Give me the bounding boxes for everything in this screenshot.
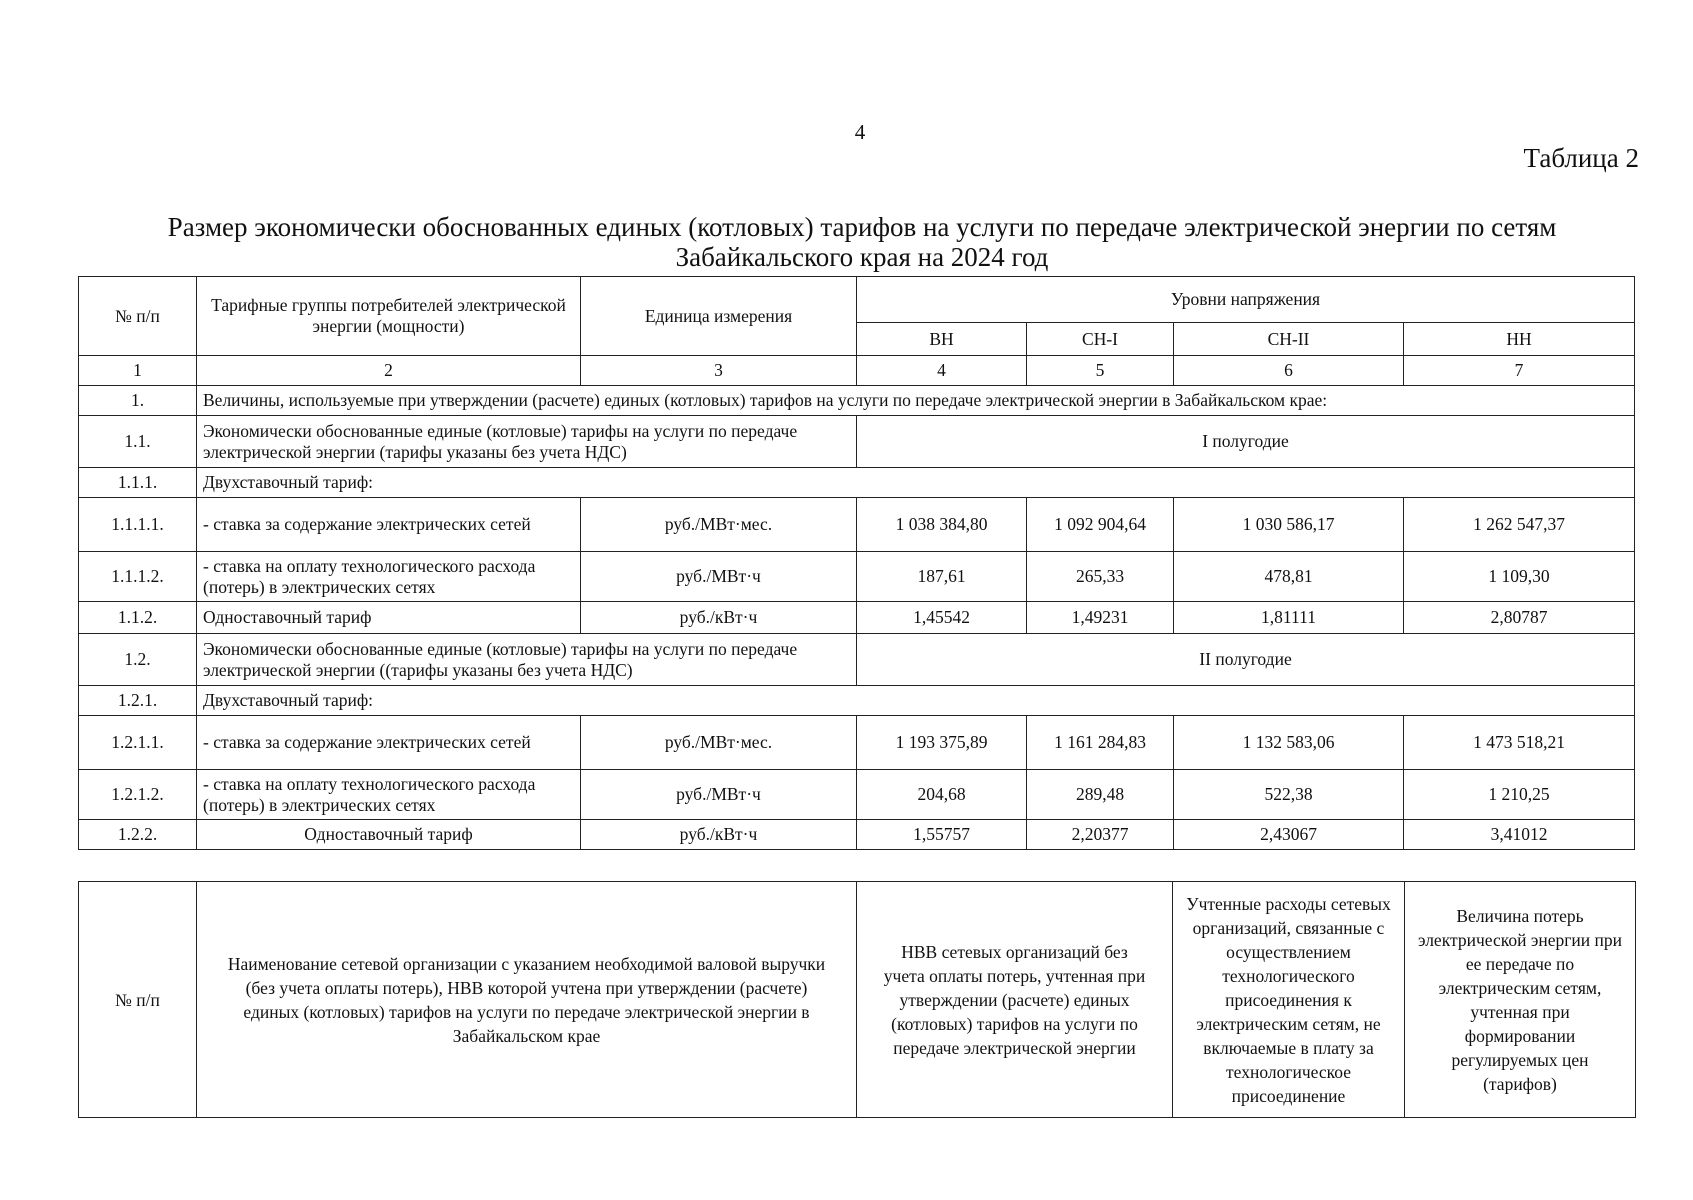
row-section-text: Двухставочный тариф: <box>197 686 1635 716</box>
document-title: Размер экономически обоснованных единых (котловых) тарифов на услуги по передаче электрической энергии по сетям Забайкальского края на 2024 год <box>167 212 1557 272</box>
cell-sn2: 1 030 586,17 <box>1174 498 1404 552</box>
cell-nn: 1 210,25 <box>1404 770 1635 820</box>
cell-nn: 2,80787 <box>1404 602 1635 634</box>
cell-sn1: 265,33 <box>1027 552 1174 602</box>
cell-sn2: 478,81 <box>1174 552 1404 602</box>
cell-sn2: 1 132 583,06 <box>1174 716 1404 770</box>
row-period: I полугодие <box>857 416 1635 468</box>
table-row <box>79 634 1635 686</box>
cell-vn: 1 038 384,80 <box>857 498 1027 552</box>
header-groups: Тарифные группы потребителей электрической энергии (мощности) <box>197 277 581 356</box>
row-num: 1.2. <box>79 634 197 686</box>
header-losses: Величина потерь электрической энергии при ее передаче по электрическим сетям, учтенная при формировании регулируемых цен (тарифов) <box>1405 882 1636 1118</box>
cell-sn1: 1 092 904,64 <box>1027 498 1174 552</box>
row-name: - ставка за содержание электрических сетей <box>197 716 581 770</box>
row-name: - ставка на оплату технологического расхода (потерь) в электрических сетях <box>197 770 581 820</box>
row-num: 1.1.1. <box>79 468 197 498</box>
cell-sn2: 522,38 <box>1174 770 1404 820</box>
header-num: № п/п <box>79 882 197 1118</box>
row-num: 1.2.1.2. <box>79 770 197 820</box>
table-row <box>79 468 1635 498</box>
row-unit: руб./МВт·ч <box>581 552 857 602</box>
column-numbers-row <box>79 356 1635 386</box>
table-label: Таблица 2 <box>1523 143 1639 173</box>
row-section-text: Двухставочный тариф: <box>197 468 1635 498</box>
table-row <box>79 820 1635 850</box>
header-vn: ВН <box>857 323 1027 356</box>
header-nvv: НВВ сетевых организаций без учета оплаты потерь, учтенная при утверждении (расчете) единых (котловых) тарифов на услуги по передаче электрической энергии <box>857 882 1173 1118</box>
page-number: 4 <box>854 120 866 144</box>
row-num: 1.2.1.1. <box>79 716 197 770</box>
row-unit: руб./МВт·мес. <box>581 716 857 770</box>
col-number: 2 <box>197 356 581 386</box>
row-unit: руб./МВт·мес. <box>581 498 857 552</box>
cell-nn: 1 109,30 <box>1404 552 1635 602</box>
row-unit: руб./кВт·ч <box>581 820 857 850</box>
table-row <box>79 498 1635 552</box>
row-num: 1.2.1. <box>79 686 197 716</box>
tariff-table <box>78 276 1635 850</box>
header-row <box>79 882 1636 1118</box>
cell-vn: 1,55757 <box>857 820 1027 850</box>
cell-sn2: 1,81111 <box>1174 602 1404 634</box>
table-row <box>79 686 1635 716</box>
row-unit: руб./кВт·ч <box>581 602 857 634</box>
header-organization-name: Наименование сетевой организации с указанием необходимой валовой выручки (без учета оплаты потерь), НВВ которой учтена при утверждении (расчете) единых (котловых) тарифов на услуги по передаче электрической энергии в Забайкальском крае <box>197 882 857 1118</box>
header-row <box>79 277 1635 323</box>
col-number: 4 <box>857 356 1027 386</box>
cell-nn: 1 473 518,21 <box>1404 716 1635 770</box>
row-name: Экономически обоснованные единые (котловые) тарифы на услуги по передаче электрической энергии ((тарифы указаны без учета НДС) <box>197 634 857 686</box>
table-row <box>79 386 1635 416</box>
header-num: № п/п <box>79 277 197 356</box>
cell-nn: 1 262 547,37 <box>1404 498 1635 552</box>
col-number: 7 <box>1404 356 1635 386</box>
row-num: 1. <box>79 386 197 416</box>
header-sn2: СН-II <box>1174 323 1404 356</box>
row-section-text: Величины, используемые при утверждении (расчете) единых (котловых) тарифов на услуги по передаче электрической энергии в Забайкальском крае: <box>197 386 1635 416</box>
table-row <box>79 552 1635 602</box>
row-num: 1.1.1.2. <box>79 552 197 602</box>
col-number: 5 <box>1027 356 1174 386</box>
header-sn1: СН-I <box>1027 323 1174 356</box>
cell-vn: 1 193 375,89 <box>857 716 1027 770</box>
cell-vn: 204,68 <box>857 770 1027 820</box>
table-row <box>79 416 1635 468</box>
row-name: Одноставочный тариф <box>197 820 581 850</box>
col-number: 3 <box>581 356 857 386</box>
row-name: - ставка на оплату технологического расхода (потерь) в электрических сетях <box>197 552 581 602</box>
network-organizations-table <box>78 881 1636 1118</box>
row-name: - ставка за содержание электрических сетей <box>197 498 581 552</box>
cell-nn: 3,41012 <box>1404 820 1635 850</box>
row-name: Одноставочный тариф <box>197 602 581 634</box>
cell-vn: 1,45542 <box>857 602 1027 634</box>
table-row <box>79 602 1635 634</box>
row-period: II полугодие <box>857 634 1635 686</box>
row-num: 1.1.2. <box>79 602 197 634</box>
table-row <box>79 770 1635 820</box>
cell-vn: 187,61 <box>857 552 1027 602</box>
header-connection-expenses: Учтенные расходы сетевых организаций, связанные с осуществлением технологического присоединения к электрическим сетям, не включаемые в плату за технологическое присоединение <box>1173 882 1405 1118</box>
col-number: 6 <box>1174 356 1404 386</box>
col-number: 1 <box>79 356 197 386</box>
header-nn: НН <box>1404 323 1635 356</box>
header-unit: Единица измерения <box>581 277 857 356</box>
cell-sn1: 2,20377 <box>1027 820 1174 850</box>
cell-sn1: 1 161 284,83 <box>1027 716 1174 770</box>
header-voltage-levels: Уровни напряжения <box>857 277 1635 323</box>
table-row <box>79 716 1635 770</box>
cell-sn1: 289,48 <box>1027 770 1174 820</box>
cell-sn1: 1,49231 <box>1027 602 1174 634</box>
cell-sn2: 2,43067 <box>1174 820 1404 850</box>
row-num: 1.2.2. <box>79 820 197 850</box>
row-num: 1.1.1.1. <box>79 498 197 552</box>
row-name: Экономически обоснованные единые (котловые) тарифы на услуги по передаче электрической энергии (тарифы указаны без учета НДС) <box>197 416 857 468</box>
row-num: 1.1. <box>79 416 197 468</box>
row-unit: руб./МВт·ч <box>581 770 857 820</box>
